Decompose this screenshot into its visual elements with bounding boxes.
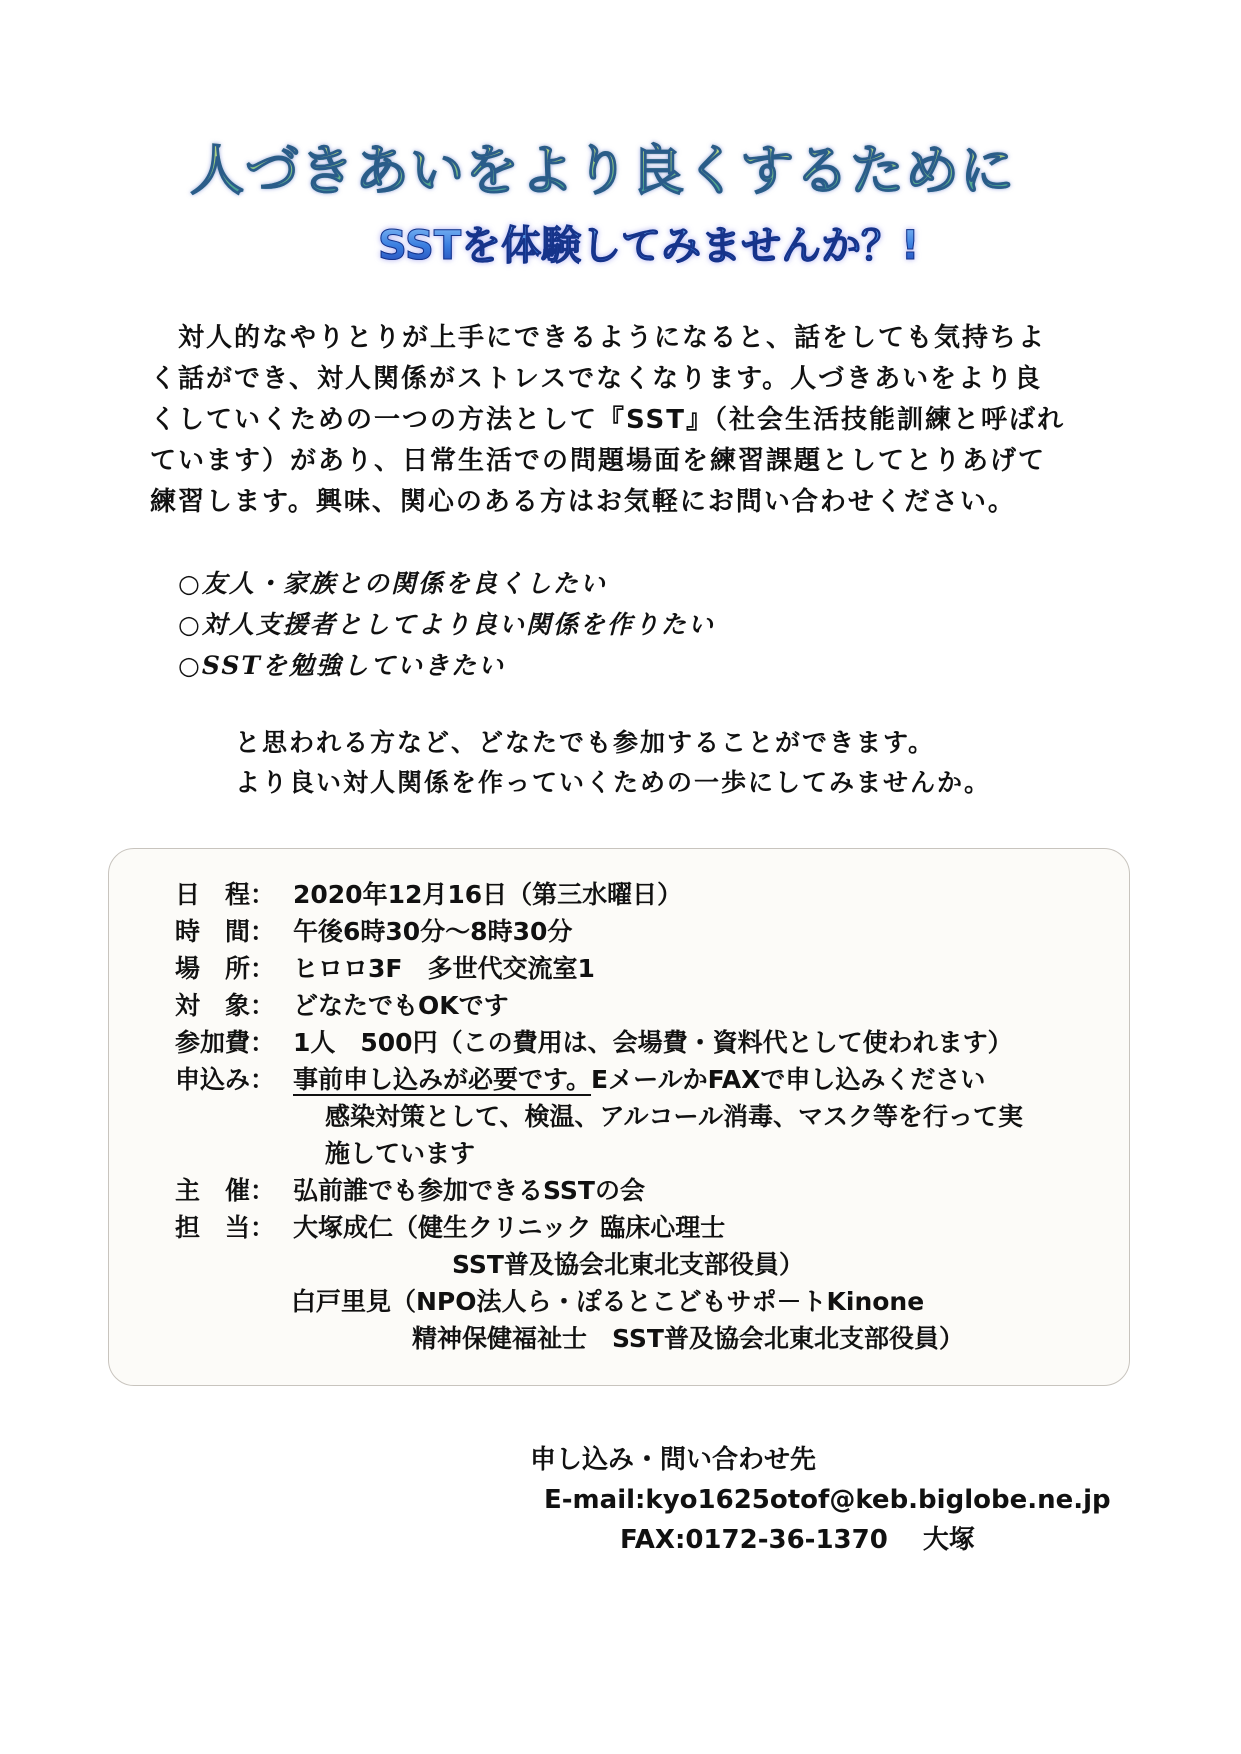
target-label: 対 象：	[175, 991, 276, 1020]
info-row-apply-note	[175, 1135, 1125, 1172]
event-info	[175, 876, 1125, 1357]
intro-line: くしていくための一つの方法として『SST』（社会生活技能訓練と呼ばれ	[150, 405, 1066, 435]
apply-method: EメールかFAXで申し込みください	[591, 1065, 986, 1094]
staff-2-line2: 精神保健福祉士 SST普及協会北東北支部役員）	[412, 1324, 964, 1353]
staff-2-line1: 白戸里見（NPO法人ら・ぽるとこどもサポ－トKinone	[291, 1287, 925, 1316]
closing-text	[235, 723, 1135, 803]
intro-line: く話ができ、対人関係がストレスでなくなります。人づきあいをより良	[150, 364, 1043, 394]
info-row-host	[175, 1172, 1125, 1209]
target-value: どなたでもOKです	[293, 991, 509, 1020]
closing-line: より良い対人関係を作っていくための一歩にしてみませんか。	[235, 768, 992, 797]
fee-label: 参加費：	[175, 1028, 276, 1057]
staff-label: 担 当：	[175, 1213, 276, 1242]
info-row-staff	[175, 1283, 1125, 1320]
intro-line: 対人的なやりとりが上手にできるようになると、話をしても気持ちよ	[150, 323, 1047, 353]
info-row-staff	[175, 1320, 1125, 1357]
intro-line: ています）があり、日常生活での問題場面を練習課題としてとりあげて	[150, 446, 1047, 476]
bullet-item: ○対人支援者としてより良い関係を作りたい	[178, 610, 715, 639]
infection-note-line2: 施しています	[325, 1139, 476, 1168]
info-row-staff	[175, 1246, 1125, 1283]
closing-line: と思われる方など、どなたでも参加することができます。	[235, 728, 936, 757]
apply-label: 申込み：	[175, 1065, 276, 1094]
place-value: ヒロロ3F 多世代交流室1	[293, 954, 595, 983]
contact-email: E-mail:kyo1625otof@keb.biglobe.ne.jp	[544, 1485, 1111, 1515]
time-label: 時 間：	[175, 917, 276, 946]
flyer-subtitle: SSTを体験してみませんか？!	[378, 214, 998, 271]
fee-value: 1人 500円（この費用は、会場費・資料代として使われます）	[293, 1028, 1013, 1057]
info-row-target	[175, 987, 1125, 1024]
contact-heading: 申し込み・問い合わせ先	[530, 1445, 817, 1475]
staff-1-line2: SST普及協会北東北支部役員）	[452, 1250, 804, 1279]
bullet-item: ○SSTを勉強していきたい	[178, 651, 505, 680]
place-label: 場 所：	[175, 954, 276, 983]
intro-line: 練習します。興味、関心のある方はお気軽にお問い合わせください。	[150, 487, 1016, 517]
info-row-time	[175, 913, 1125, 950]
host-label: 主 催：	[175, 1176, 276, 1205]
info-row-staff	[175, 1209, 1125, 1246]
info-row-date	[175, 876, 1125, 913]
info-row-place	[175, 950, 1125, 987]
bullet-item: ○友人・家族との関係を良くしたい	[178, 569, 607, 598]
date-label: 日 程：	[175, 880, 276, 909]
info-row-apply	[175, 1061, 1125, 1098]
contact-block	[530, 1440, 1150, 1560]
host-value: 弘前誰でも参加できるSSTの会	[293, 1176, 645, 1205]
info-row-apply-note	[175, 1098, 1125, 1135]
apply-required-note: 事前申し込みが必要です。	[293, 1065, 592, 1094]
infection-note-line1: 感染対策として、検温、アルコール消毒、マスク等を行って実	[325, 1102, 1024, 1131]
info-row-fee	[175, 1024, 1125, 1061]
staff-1-line1: 大塚成仁（健生クリニック 臨床心理士	[293, 1213, 726, 1242]
flyer-title: 人づきあいをより良くするために	[190, 128, 1090, 205]
target-bullet-list	[178, 563, 978, 686]
contact-fax: FAX:0172-36-1370 大塚	[620, 1525, 975, 1555]
intro-paragraph	[150, 318, 1100, 523]
date-value: 2020年12月16日（第三水曜日）	[293, 880, 683, 909]
time-value: 午後6時30分～8時30分	[293, 917, 573, 946]
